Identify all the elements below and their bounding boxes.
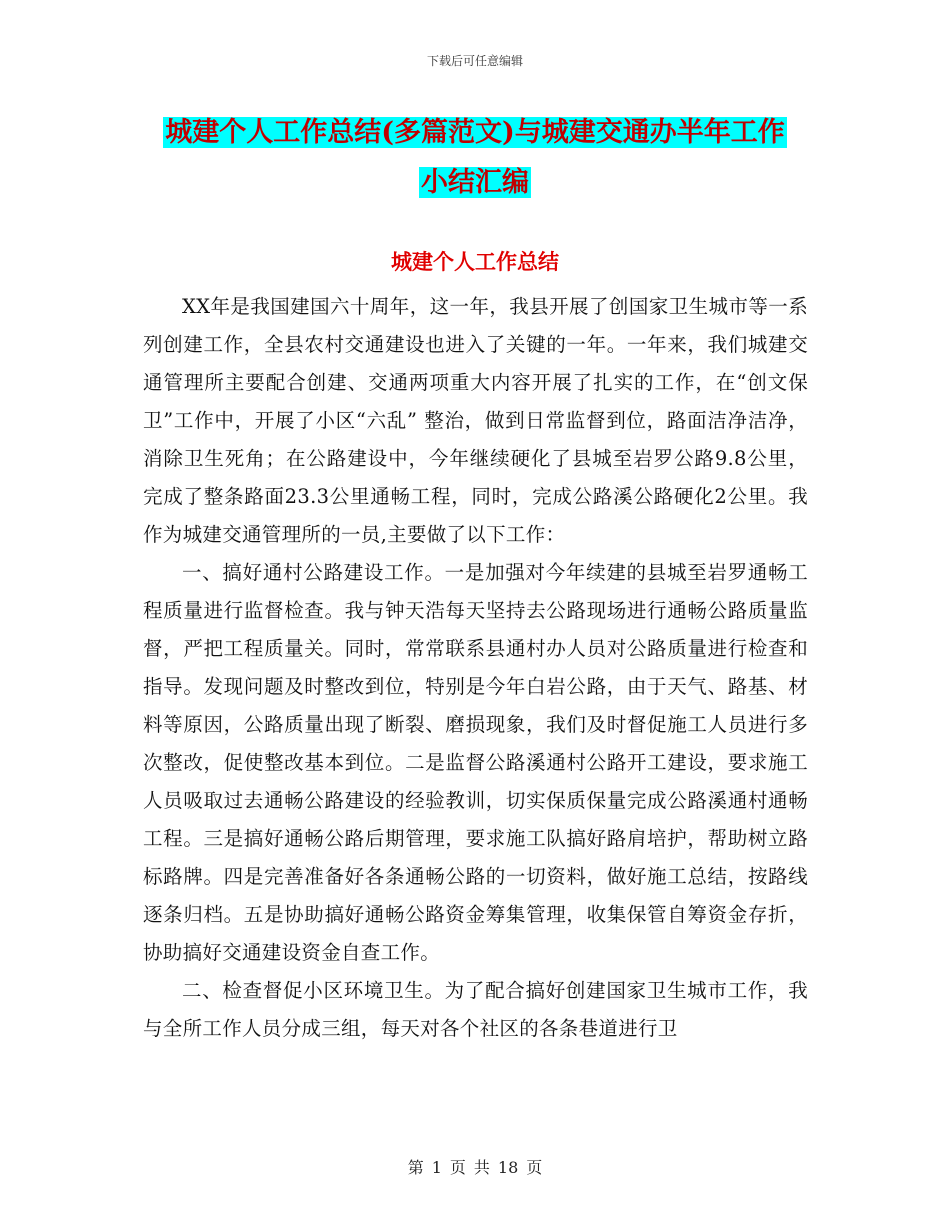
footer-total-pages: 18 — [497, 1158, 519, 1177]
footer-label-page: 第 — [407, 1158, 424, 1177]
footer-current-page: 1 — [431, 1158, 442, 1177]
document-title-line-2: 小结汇编 — [421, 167, 529, 198]
document-title — [0, 108, 950, 208]
footer-label-unit-2: 页 — [526, 1158, 543, 1177]
footer-label-total: 共 — [473, 1158, 490, 1177]
section-title: 城建个人工作总结 — [391, 249, 559, 274]
paragraph-road-construction: 一、搞好通村公路建设工作。一是加强对今年续建的县城至岩罗通畅工程质量进行监督检查。我与钟天浩每天坚持去公路现场进行通畅公路质量监督，严把工程质量关。同时，常常联系县通村办人员对公路质量进行检查和指导。发现问题及时整改到位，特别是今年白岩公路，由于天气、路基、材料等原因，公路质量出现了断裂、磨损现象，我们及时督促施工人员进行多次整改，促使整改基本到位。二是监督公路溪通村公路开工建设，要求施工人员吸取过去通畅公路建设的经验教训，切实保质保量完成公路溪通村通畅工程。三是搞好通畅公路后期管理，要求施工队搞好路肩培护，帮助树立路标路牌。四是完善准备好各条通畅公路的一切资料，做好施工总结，按路线逐条归档。五是协助搞好通畅公路资金筹集管理，收集保管自筹资金存折，协助搞好交通建设资金自查工作。 — [143, 561, 808, 964]
footer-label-unit: 页 — [449, 1158, 466, 1177]
page-footer — [0, 1155, 950, 1178]
paragraph-intro: XX年是我国建国六十周年，这一年，我县开展了创国家卫生城市等一系列创建工作，全县农村交通建设也进入了关键的一年。一年来，我们城建交通管理所主要配合创建、交通两项重大内容开展了扎实的工作，在“创文保卫”工作中，开展了小区“六乱” 整治，做到日常监督到位，路面洁净洁净，消除卫生死角；在公路建设中，今年继续硬化了县城至岩罗公路9.8公里，完成了整条路面23.3公里通畅工程，同时，完成公路溪公路硬化2公里。我作为城建交通管理所的一员,主要做了以下工作： — [143, 295, 808, 546]
document-title-line-1: 城建个人工作总结(多篇范文)与城建交通办半年工作 — [165, 117, 785, 148]
body-text — [143, 288, 808, 1048]
header-note: 下载后可任意编辑 — [426, 54, 523, 68]
paragraph-sanitation: 二、检查督促小区环境卫生。为了配合搞好创建国家卫生城市工作，我与全所工作人员分成三组，每天对各个社区的各条巷道进行卫 — [143, 979, 808, 1040]
